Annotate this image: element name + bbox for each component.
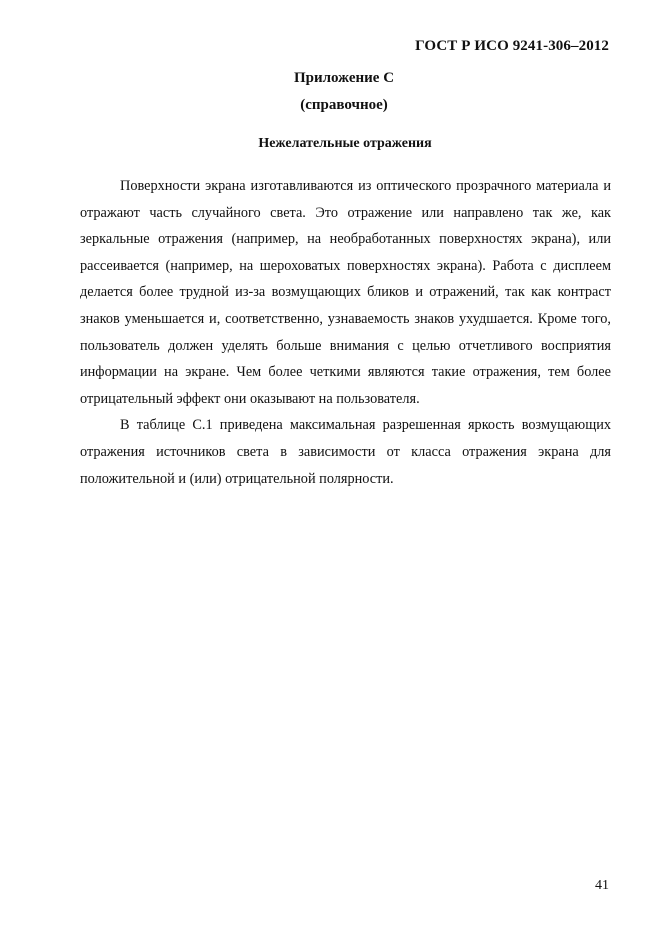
page-number: 41 xyxy=(595,878,609,893)
appendix-subtitle: (справочное) xyxy=(300,97,388,113)
appendix-title: Приложение С xyxy=(293,70,395,86)
body-text xyxy=(80,173,611,492)
standard-header: ГОСТ Р ИСО 9241-306–2012 xyxy=(415,38,609,54)
paragraph: В таблице С.1 приведена максимальная разрешенная яркость возмущающих отражения источников света в зависимости от класса отражения экрана для положительной и (или) отрицательной полярности. xyxy=(80,417,611,487)
paragraph: Поверхности экрана изготавливаются из оптического прозрачного материала и отражают часть случайного света. Это отражение или направлено так же, как зеркальные отражения (например, на необработанных поверхностях экрана), или рассеивается (например, на шероховатых поверхностях экрана). Работа с дисплеем делается более трудной из-за возмущающих бликов и отражений, так как контраст знаков уменьшается и, соответственно, узнаваемость знаков ухудшается. Кроме того, пользователь должен уделять больше внимания с целью отчетливого восприятия информации на экране. Чем более четкими являются такие отражения, тем более отрицательный эффект они оказывают на пользователя. xyxy=(80,178,611,407)
section-title: Нежелательные отражения xyxy=(258,136,432,151)
